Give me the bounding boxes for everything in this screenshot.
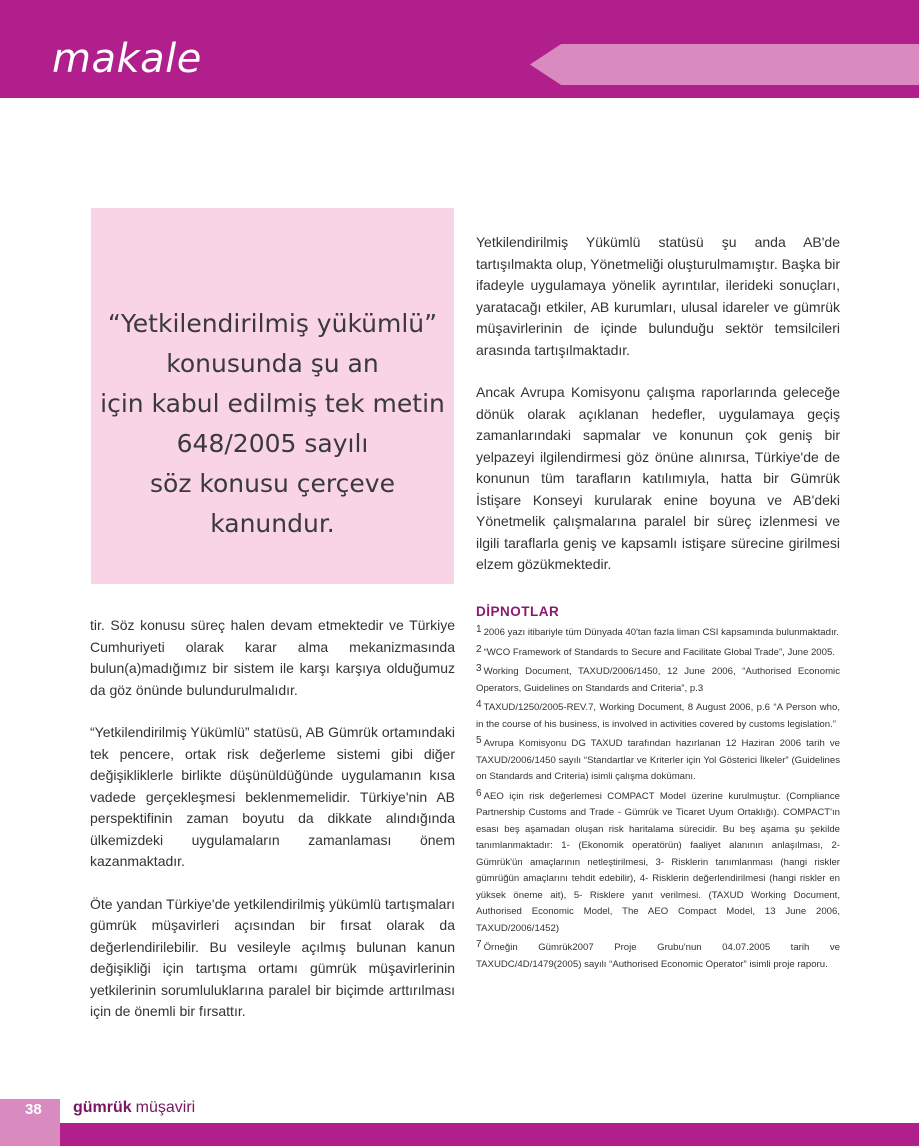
magazine-name-bold: gümrük [73,1099,132,1116]
footer-bar [0,1123,919,1146]
footnote-text: AEO için risk değerlemesi COMPACT Model üzerine kurulmuştur. (Compliance Partnership Customs and Trade - Gümrük ve Ticaret Uyum Ortaklığı). COMPACT'ın esası beş aşamadan oluşan risk haritalama sürecidir. Bu beş aşama şu şekilde tanımlanmaktadır: 1- (Ekonomik operatörün) faaliyet alanının anlaşılması, 2- Gümrük'ün amaçlarının netleştirilmesi, 3- Risklerin tanımlanması (hangi riskler gümrüğün amaçlarını tehdit edebilir), 4- Risklerin değerlendirilmesi (hangi riskler en yüksek öneme ait), 5- Risklere yanıt verilmesi. (TAXUD Working Document, Authorised Economic Model, The AEO Compact Model, 13 June 2006, TAXUD/2006/1452) [476,790,840,934]
footnote-number: 5 [476,735,482,746]
footnote [476,736,840,786]
pullquote-line: konusunda şu an [166,349,379,378]
footnotes [476,604,840,976]
footnote-number: 3 [476,663,482,674]
footnote [476,645,840,662]
paragraph: tir. Söz konusu süreç halen devam etmektedir ve Türkiye Cumhuriyeti olarak karar alma mekanizmasında bulun(a)madığımız bir sistem ile karşı karşıya olduğumuz da göz önünde bulundurulmalıdır. [90,617,455,698]
footnote-number: 4 [476,699,482,710]
pullquote-line: “Yetkilendirilmiş yükümlü” [107,309,438,338]
footnote-number: 1 [476,624,482,635]
paragraph: Ancak Avrupa Komisyonu çalışma raporlarında geleceğe dönük olarak açıklanan hedefler, uygulamaya geçiş zamanlarındaki sapmalar ve konunun çok geniş bir yelpazeyi ilgilendirmesi göz önüne alınırsa, Türkiye'de de konunun tüm tarafların katılımıyla, hatta bir Gümrük İstişare Konseyi kurularak enine boyuna ve AB'deki Yönetmelik çalışmalarına paralel bir süreç izlenmesi ve ilgili taraflarla geniş ve kapsamlı istişare sürecine girilmesi elzem gözükmektedir. [476,384,840,572]
paragraph: “Yetkilendirilmiş Yükümlü” statüsü, AB Gümrük ortamındaki tek pencere, ortak risk değerleme sistemi gibi diğer değişikliklerle birlikte düşünüldüğünde uygulamanın kısa vadede gerçekleşmesi beklenmemelidir. Türkiye'nin AB perspektifinin zaman boyutu da dikkate alındığında ülkemizdeki uygulamaların zamanlaması önem kazanmaktadır. [90,724,455,869]
footnote [476,625,840,642]
footnote-number: 6 [476,787,482,799]
footnotes-title: DİPNOTLAR [476,604,560,619]
footnote [476,940,840,973]
footnote [476,700,840,733]
footnote-text: Working Document, TAXUD/2006/1450, 12 June 2006, “Authorised Economic Operators, Guidelines on Standards and Criteria”, p.3 [476,666,840,694]
right-column [476,232,840,597]
magazine-name [73,1099,195,1117]
section-title: makale [52,36,202,82]
paragraph: Öte yandan Türkiye'de yetkilendirilmiş yükümlü tartışmaları gümrük müşavirleri açısından bir fırsat olarak da değerlendirilebilir. Bu vesileyle açılmış bulunan kanun değişikliği için tartışma ortamı gümrük müşavirlerinin yetkilerinin sorumluluklarına paralel bir biçimde arttırılması için de önemli bir fırsattır. [90,895,455,1019]
footnote [476,789,840,938]
footnote-text: “WCO Framework of Standards to Secure and Facilitate Global Trade”, June 2005. [483,646,835,658]
footnote-text: Avrupa Komisyonu DG TAXUD tarafından hazırlanan 12 Haziran 2006 tarih ve TAXUD/2006/1450 sayılı “Standartlar ve Kriterler için Yol Gösterici İlkeler” (Guidelines on Standards and Criteria) isimli çalışma dokümanı. [476,738,840,782]
pullquote-line: 648/2005 sayılı [176,429,369,458]
footnote-number: 2 [476,643,482,655]
pullquote-box [91,208,454,584]
left-column [90,615,455,1044]
magazine-name-light: müşaviri [135,1099,196,1116]
footnote-text: TAXUD/1250/2005-REV.7, Working Document, 8 August 2006, p.6 “A Person who, in the course of his business, is involved in activities covered by customs legislation.” [476,702,840,730]
header-tab-decoration [530,44,919,85]
pullquote [91,304,454,544]
paragraph: Yetkilendirilmiş Yükümlü statüsü şu anda AB'de tartışılmakta olup, Yönetmeliği oluşturulmamıştır. Başka bir ifadeyle uygulamaya yönelik ayrıntılar, ilerideki sonuçları, yaratacağı etkiler, AB kurumları, ulusal idareler ve gümrük müşavirlerinin de içinde bulunduğu sektör temsilcileri arasında tartışılmaktadır. [476,234,840,358]
pullquote-line: kanundur. [210,509,335,538]
footnote-text: Örneğin Gümrük2007 Proje Grubu'nun 04.07.2005 tarih ve TAXUDC/4D/1479(2005) sayılı “Authorised Economic Operator” isimli proje raporu. [476,942,840,970]
pullquote-line: için kabul edilmiş tek metin [100,389,445,418]
footnote-text: 2006 yazı itibariyle tüm Dünyada 40'tan fazla liman CSI kapsamında bulunmaktadır. [483,627,839,638]
page-number: 38 [25,1101,42,1118]
footnote-number: 7 [476,939,482,950]
footnote [476,664,840,697]
pullquote-line: söz konusu çerçeve [150,469,395,498]
page-header [0,0,919,98]
